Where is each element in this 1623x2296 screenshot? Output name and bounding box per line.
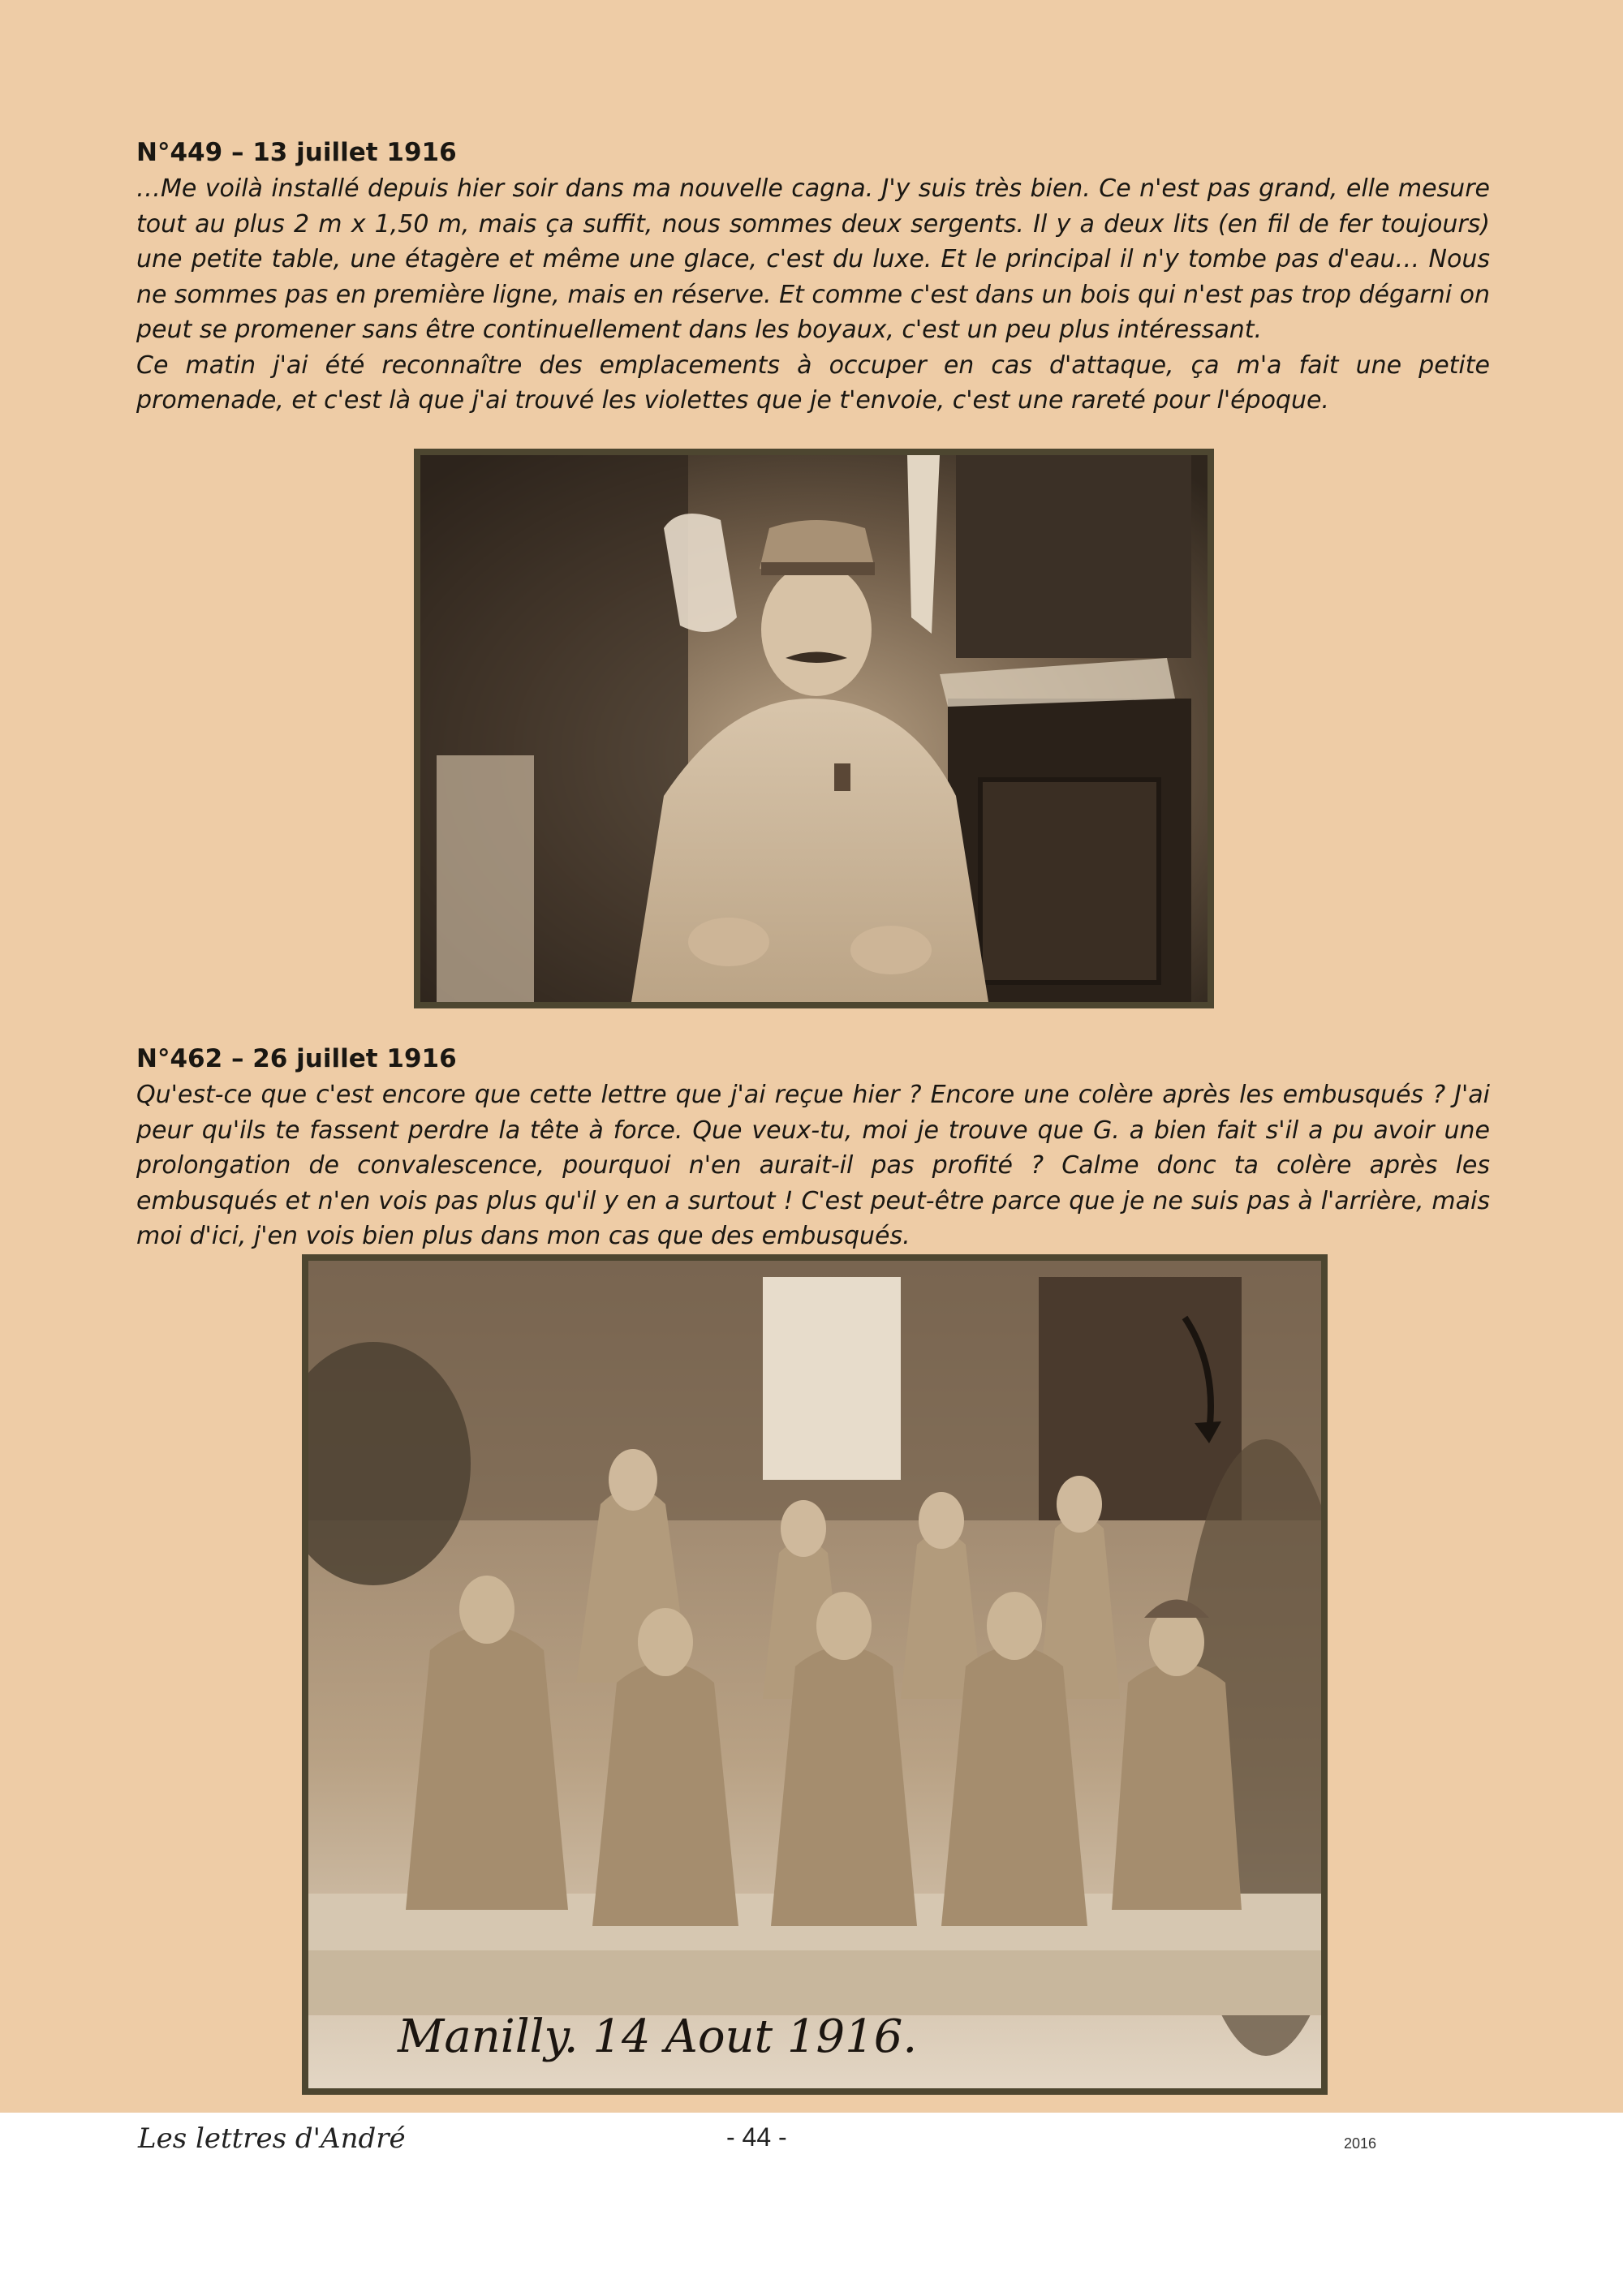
letter-449-paragraph-2: Ce matin j'ai été reconnaître des emplacements à occuper en cas d'attaque, ça m'a fait une petite promenade, et c'est là que j'ai trouvé les violettes que je t'envoie, c'est une rareté pour l'époque.: [136, 350, 1490, 415]
letter-449-heading: N°449 – 13 juillet 1916: [136, 138, 457, 167]
photo-soldier-in-dugout: [414, 449, 1214, 1008]
footer-book-title: Les lettres d'André: [138, 2122, 406, 2155]
letter-462-paragraph-1: Qu'est-ce que c'est encore que cette lettre que j'ai reçue hier ? Encore une colère après les embusqués ? J'ai peur qu'ils te fassent perdre la tête à force. Que veux-tu, moi je trouve que G. a bien fait s'il a pu avoir une prolongation de convalescence, pourquoi n'en aurait-il pas profité ? Calme donc ta colère après les embusqués et n'en vois pas plus qu'il y en a surtout ! C'est peut-être parce que je ne suis pas à l'arrière, mais moi d'ici, j'en vois bien plus dans mon cas que des embusqués.: [136, 1081, 1490, 1250]
photo-group-of-soldiers: [302, 1254, 1328, 2095]
photo-group-of-soldiers-image: [308, 1261, 1321, 2088]
letter-449-paragraph-1: …Me voilà installé depuis hier soir dans ma nouvelle cagna. J'y suis très bien. Ce n'est pas grand, elle mesure tout au plus 2 m x 1,50 m, mais ça suffit, nous sommes deux sergents. Il y a deux lits (en fil de fer toujours) une petite table, une étagère et même une glace, c'est du luxe. Et le principal il n'y tombe pas d'eau… Nous ne sommes pas en première ligne, mais en réserve. Et comme c'est dans un bois qui n'est pas trop dégarni on peut se promener sans être continuellement dans les boyaux, c'est un peu plus intéressant.: [136, 174, 1490, 344]
group-photo-caption: Manilly. 14 Aout 1916.: [398, 2010, 918, 2063]
footer-page-number: - 44 -: [726, 2122, 787, 2152]
letter-449-body: [136, 171, 1490, 419]
letter-462-body: [136, 1077, 1490, 1254]
photo-soldier-in-dugout-image: [420, 455, 1208, 1002]
letter-462-heading: N°462 – 26 juillet 1916: [136, 1044, 457, 1073]
footer-year: 2016: [1344, 2135, 1377, 2152]
